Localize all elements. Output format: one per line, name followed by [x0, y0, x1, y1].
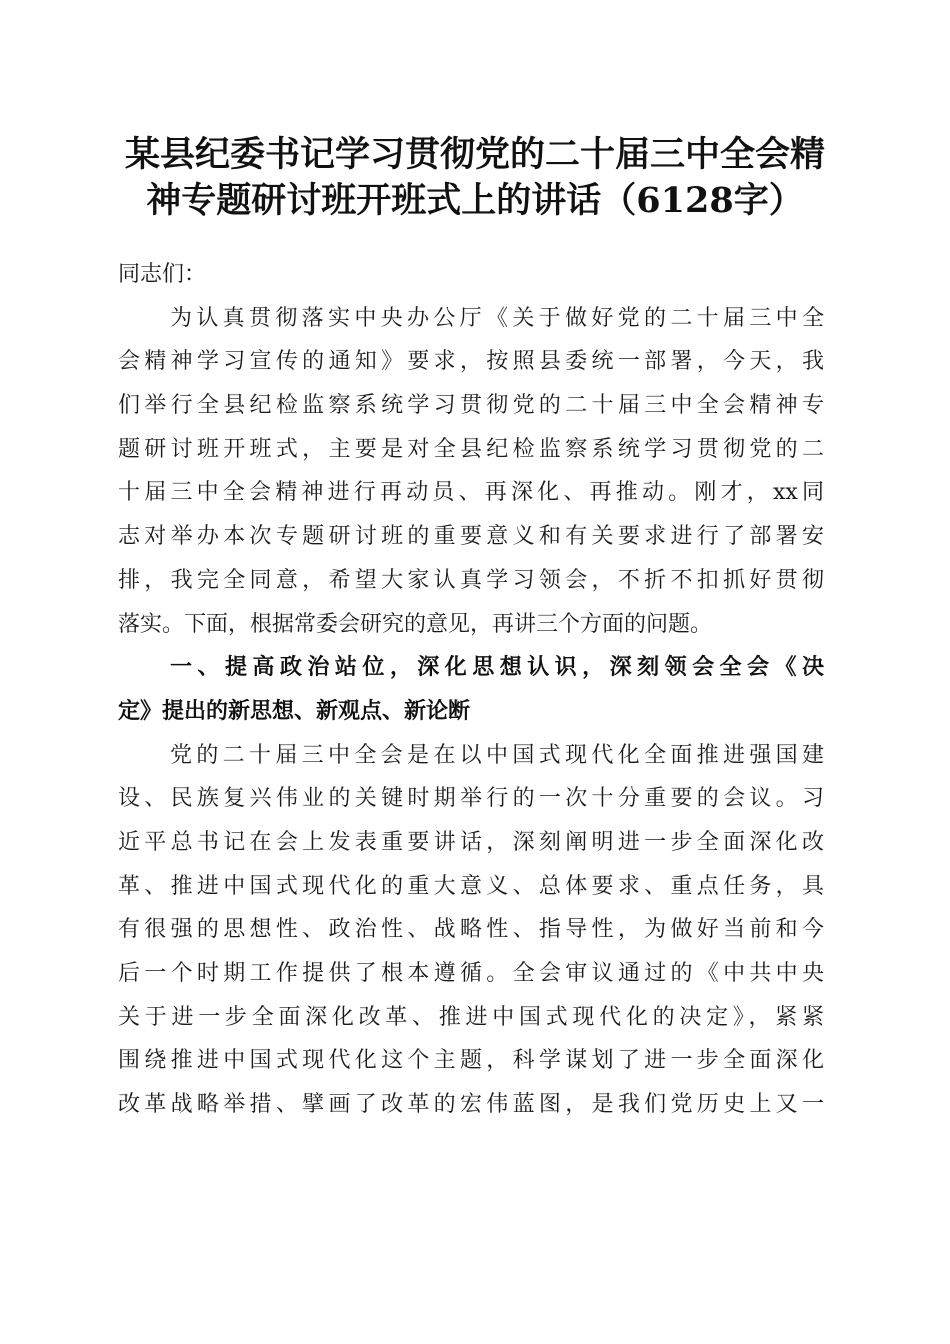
- paragraph-line: 后一个时期工作提供了根本遵循。全会审议通过的《中共中央: [118, 961, 824, 986]
- paragraph-line: 关于进一步全面深化改革、推进中国式现代化的决定》，紧紧: [118, 1004, 824, 1030]
- heading-line: 定》提出的新思想、新观点、新论断: [118, 698, 471, 724]
- paragraph-line: 近平总书记在会上发表重要讲话，深刻阐明进一步全面深化改: [118, 829, 824, 855]
- heading-line: 一、提高政治站位，深化思想认识，深刻领会全会《决: [170, 655, 824, 681]
- paragraph-line: 落实。下面，根据常委会研究的意见，再讲三个方面的问题。: [118, 611, 713, 637]
- paragraph-line: 志对举办本次专题研讨班的重要意义和有关要求进行了部署安: [118, 524, 824, 550]
- paragraph-line: 设、民族复兴伟业的关键时期举行的一次十分重要的会议。习: [118, 786, 824, 812]
- paragraph-1: [118, 297, 824, 647]
- paragraph-line: 会精神学习宣传的通知》要求，按照县委统一部署，今天，我: [118, 349, 824, 375]
- paragraph-line: 题研讨班开班式，主要是对全县纪检监察系统学习贯彻党的二: [118, 436, 824, 462]
- paragraph-line: 党的二十届三中全会是在以中国式现代化全面推进强国建: [170, 742, 824, 768]
- salutation: 同志们：: [118, 262, 207, 287]
- paragraph-line: 们举行全县纪检监察系统学习贯彻党的二十届三中全会精神专: [118, 393, 824, 419]
- paragraph-line: 为认真贯彻落实中央办公厅《关于做好党的二十届三中全: [170, 305, 824, 331]
- paragraph-line: 有很强的思想性、政治性、战略性、指导性，为做好当前和今: [118, 917, 824, 943]
- document-title: [100, 132, 850, 224]
- paragraph-line: 革、推进中国式现代化的重大意义、总体要求、重点任务，具: [118, 873, 824, 899]
- title-line-2: 神专题研讨班开班式上的讲话（6128字）: [146, 180, 804, 221]
- document-body: [118, 253, 824, 1127]
- paragraph-line: 十届三中全会精神进行再动员、再深化、再推动。刚才，xx同: [118, 480, 824, 506]
- title-line-1: 某县纪委书记学习贯彻党的二十届三中全会精: [124, 134, 825, 175]
- section-heading-1: [118, 646, 824, 733]
- paragraph-line: 围绕推进中国式现代化这个主题，科学谋划了进一步全面深化: [118, 1048, 824, 1074]
- paragraph-line: 排，我完全同意，希望大家认真学习领会，不折不扣抓好贯彻: [118, 567, 824, 593]
- paragraph-2: [118, 734, 824, 1127]
- paragraph-line: 改革战略举措、擘画了改革的宏伟蓝图，是我们党历史上又一: [118, 1092, 824, 1118]
